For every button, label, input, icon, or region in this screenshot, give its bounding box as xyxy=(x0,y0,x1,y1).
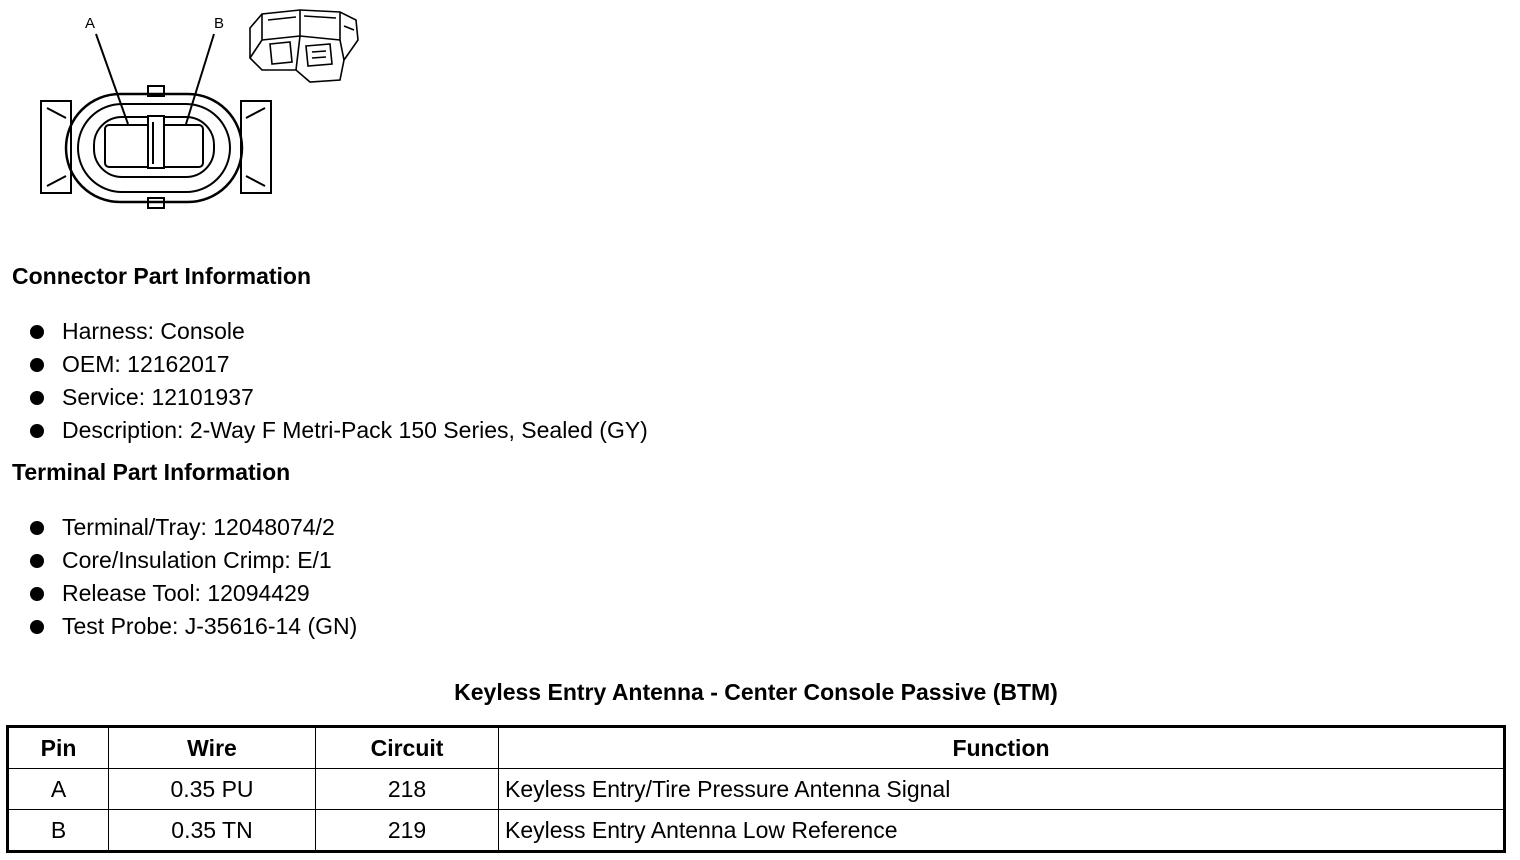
header-pin: Pin xyxy=(8,727,109,769)
bullet-icon xyxy=(30,358,44,372)
bullet-icon xyxy=(30,554,44,568)
cell-circuit: 218 xyxy=(316,769,499,810)
bullet-icon xyxy=(30,587,44,601)
cell-pin: A xyxy=(8,769,109,810)
terminal-info-list xyxy=(28,511,357,643)
list-item-text: Test Probe: J-35616-14 (GN) xyxy=(62,613,358,639)
list-item xyxy=(28,577,357,610)
cell-pin: B xyxy=(8,810,109,852)
list-item xyxy=(28,610,357,643)
cell-wire: 0.35 TN xyxy=(109,810,316,852)
list-item-text: OEM: 12162017 xyxy=(62,351,230,377)
cell-function: Keyless Entry/Tire Pressure Antenna Signal xyxy=(499,769,1505,810)
connector-info-title: Connector Part Information xyxy=(12,263,312,289)
list-item-text: Terminal/Tray: 12048074/2 xyxy=(62,514,335,540)
table-row xyxy=(8,810,1505,852)
list-item xyxy=(28,348,648,381)
connector-info-list xyxy=(28,315,648,447)
table-row xyxy=(8,769,1505,810)
header-function: Function xyxy=(499,727,1505,769)
cell-function: Keyless Entry Antenna Low Reference xyxy=(499,810,1505,852)
bullet-icon xyxy=(30,620,44,634)
list-item xyxy=(28,511,357,544)
terminal-info-title: Terminal Part Information xyxy=(12,459,291,485)
list-item-text: Harness: Console xyxy=(62,318,245,344)
header-circuit: Circuit xyxy=(316,727,499,769)
bullet-icon xyxy=(30,521,44,535)
pin-a-leader xyxy=(96,34,128,124)
connector-diagram xyxy=(0,0,380,220)
connector-key xyxy=(148,116,164,168)
list-item-text: Description: 2-Way F Metri-Pack 150 Series, Sealed (GY) xyxy=(62,417,648,443)
bullet-icon xyxy=(30,325,44,339)
cell-circuit: 219 xyxy=(316,810,499,852)
header-wire: Wire xyxy=(109,727,316,769)
bullet-icon xyxy=(30,391,44,405)
list-item xyxy=(28,544,357,577)
pinout-table-title: Keyless Entry Antenna - Center Console Passive (BTM) xyxy=(454,679,1058,705)
table-header-row xyxy=(8,727,1505,769)
connector-right-latch xyxy=(241,101,271,193)
list-item xyxy=(28,414,648,447)
bullet-icon xyxy=(30,424,44,438)
pinout-table xyxy=(6,725,1506,853)
cell-wire: 0.35 PU xyxy=(109,769,316,810)
list-item-text: Core/Insulation Crimp: E/1 xyxy=(62,547,332,573)
pin-b-label: B xyxy=(214,15,225,32)
list-item-text: Release Tool: 12094429 xyxy=(62,580,310,606)
connector-isometric-icon xyxy=(250,10,358,82)
list-item-text: Service: 12101937 xyxy=(62,384,254,410)
list-item xyxy=(28,315,648,348)
list-item xyxy=(28,381,648,414)
pin-a-label: A xyxy=(85,15,96,32)
